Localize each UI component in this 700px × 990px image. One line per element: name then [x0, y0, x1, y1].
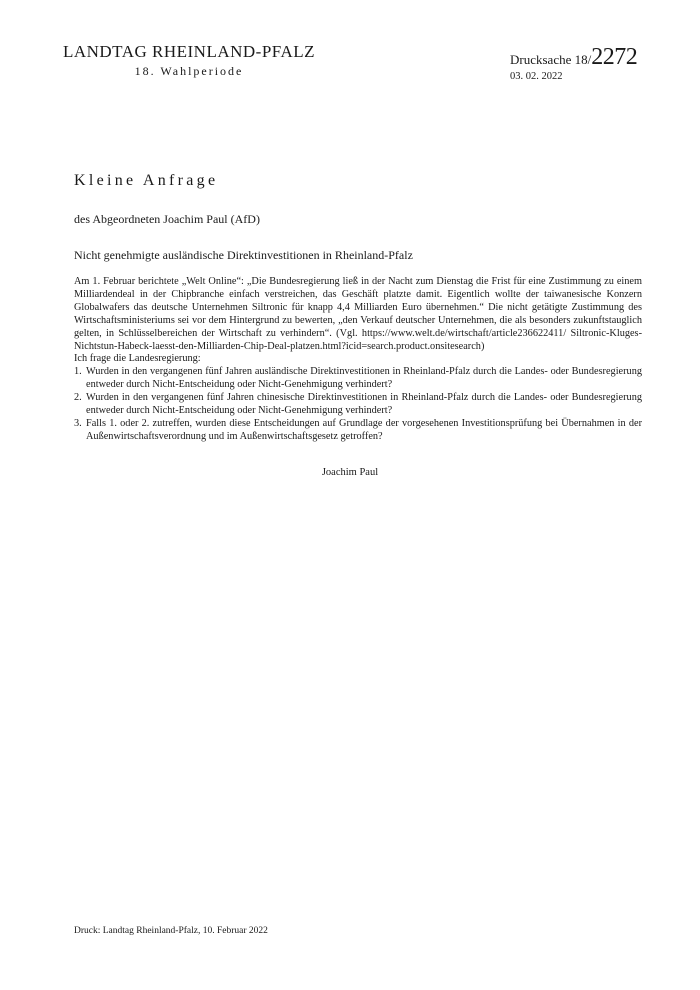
question-list — [74, 366, 642, 443]
legislative-period: 18. Wahlperiode — [134, 64, 244, 78]
source-link[interactable]: Siltronic-Kluges-Nichtstun-Habeck-laesst-den-Milliarden-Chip-Deal-platzen.html?icid=search.product.onsitesearch) — [74, 327, 642, 352]
author-line: des Abgeordneten Joachim Paul (AfD) — [74, 212, 260, 226]
document-number — [510, 44, 637, 71]
subject-title: Nicht genehmigte ausländische Direktinvestitionen in Rheinland-Pfalz — [74, 248, 413, 262]
document-number-label: Drucksache 18/ — [510, 52, 592, 67]
question-intro: Ich frage die Landesregierung: — [74, 353, 201, 365]
question-number: 1. — [74, 366, 82, 378]
question-item — [74, 366, 642, 392]
print-footer: Druck: Landtag Rheinland-Pfalz, 10. Februar 2022 — [74, 926, 268, 936]
question-text: Wurden in den vergangenen fünf Jahren chinesische Direktinvestitionen in Rheinland-Pfalz durch die Landes- oder Bundesregierung entweder durch Nicht-Entscheidung oder Nicht-Genehmigung verhindert? — [86, 392, 642, 417]
document-number-value: 2272 — [591, 44, 638, 70]
question-number: 3. — [74, 417, 82, 429]
document-body — [74, 276, 642, 444]
document-date: 03. 02. 2022 — [510, 71, 563, 82]
question-number: 2. — [74, 392, 82, 404]
question-item — [74, 392, 642, 418]
intro-text: Am 1. Februar berichtete „Welt Online“: „Die Bundesregierung ließ in der Nacht zum Dienstag die Frist für eine Zustimmung zu einem Milliardendeal in der Chipbranche einfach verstreichen, das Geschäft platzte damit. Eigentlich wollte der taiwanesische Konzern Globalwafers das deutsche Unternehmen Siltronic für knapp 4,4 Milliarden Euro übernehmen.“ Die nicht getätigte Zustimmung des Wirtschaftsministeriums sei vor dem Hintergrund zu bewerten, „den Verkauf deutscher Unternehmen, die als besonders zukunftstauglich gelten, in Schlüsselbereichen der Wirtschaft zu verhindern“. (Vgl. https://www.welt.de/wirtschaft/article236622411/ — [74, 276, 642, 339]
question-text: Falls 1. oder 2. zutreffen, wurden diese Entscheidungen auf Grundlage der vorgesehenen Investitionsprüfung bei Übernahmen in der Außenwirtschaftsverordnung und im Außenwirtschaftsgesetz getroffen? — [86, 417, 642, 442]
intro-paragraph — [74, 276, 642, 353]
question-text: Wurden in den vergangenen fünf Jahren ausländische Direktinvestitionen in Rheinland-Pfalz durch die Landes- oder Bundesregierung entweder durch Nicht-Entscheidung oder Nicht-Genehmigung verhindert? — [86, 366, 642, 391]
question-item — [74, 418, 642, 444]
document-type-heading: Kleine Anfrage — [74, 172, 219, 189]
parliament-name: LANDTAG RHEINLAND-PFALZ — [62, 42, 316, 61]
signature: Joachim Paul — [321, 467, 379, 478]
